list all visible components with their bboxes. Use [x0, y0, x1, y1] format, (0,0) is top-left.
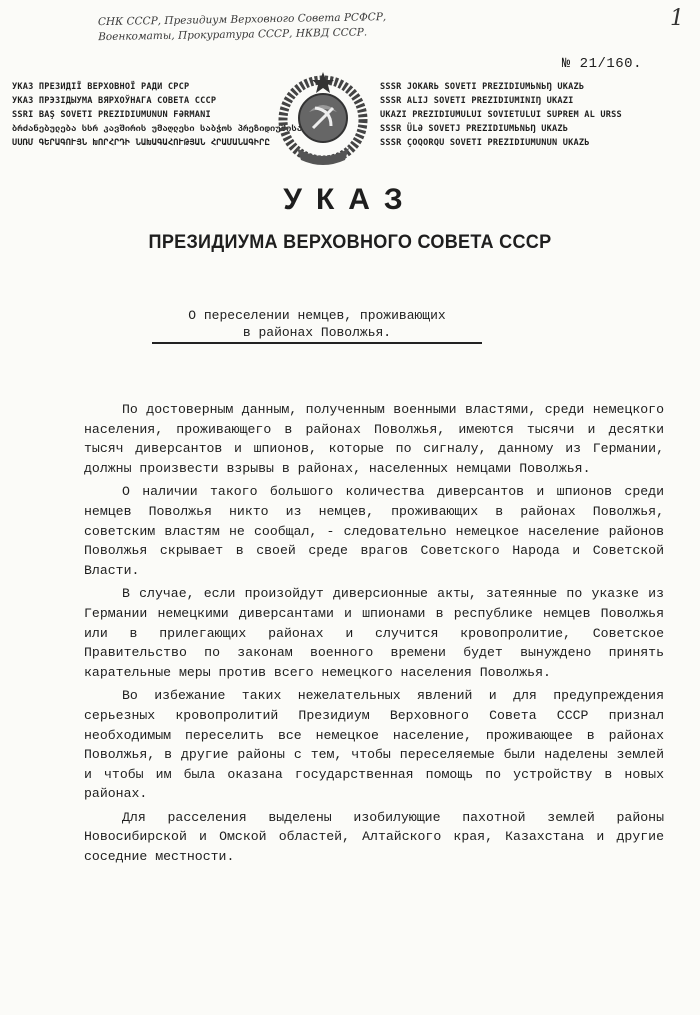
- topic-line-1: О переселении немцев, проживающих: [188, 308, 446, 323]
- ussr-emblem-icon: [275, 68, 371, 172]
- document-number: № 21/160.: [561, 56, 642, 72]
- header-left-line: УКАЗ ПРЭЗІДЫУМА ВЯРХОЎНАГА СОВЕТА СССР: [12, 96, 217, 106]
- header-left-line: ბრძანებულება სსრ კავშირის უმაღლესი საბჭოს პრეზიდიუმისა: [12, 124, 303, 134]
- document-title: УКАЗ: [283, 183, 417, 216]
- header-left-languages: [12, 80, 302, 150]
- body-paragraph: По достоверным данным, полученным военными властями, среди немецкого населения, проживающего в районах Поволжья, имеются тысячи и десятки тысяч диверсантов и шпионов, которые по сигналу, данному из Германии, должны произвести взрывы в районах, населенных немцами Поволжья.: [84, 402, 664, 476]
- decree-body: [84, 400, 664, 871]
- body-paragraph: О наличии такого большого количества диверсантов и шпионов среди немцев Поволжья никто из немцев, проживающих в районах Поволжья, советским властям не сообщал, - следовательно немецкое население районов Поволжья скрывает в своей среде врагов Советского Народа и Советской Власти.: [84, 484, 664, 578]
- header-right-line: SSSR ÇOQORQU SOVETI PREZIDIUMUNUN UKAZЬ: [380, 138, 590, 148]
- decree-topic: [152, 307, 482, 341]
- header-left-line: ՍՍՌՄ ԳԵՐԱԳՈՒՅՆ ԽՈՐՀՐԴԻ ՆԱԽԱԳԱՀՈՒԹՅԱՆ ՀՐԱՄԱՆԱԳԻՐԸ: [12, 138, 270, 148]
- topic-underline: [152, 342, 482, 344]
- header-right-languages: [380, 80, 622, 150]
- handwritten-distribution-note: [98, 9, 458, 45]
- header-right-line: UKAZI PREZIDIUMULUI SOVIETULUI SUPREM AL URSS: [380, 110, 622, 120]
- topic-line-2: в районах Поволжья.: [242, 325, 392, 340]
- body-paragraph: В случае, если произойдут диверсионные акты, затеянные по указке из Германии немецкими диверсантами и шпионами в республике немцев Поволжья или в прилегающих районах и случится кровопролитие, Советское Правительство по законам военного времени будет вынуждено принять карательные меры против всего немецкого населения Поволжья.: [84, 586, 664, 680]
- handwritten-line-2: Военкоматы, Прокуратура СССР, НКВД СССР.: [98, 26, 368, 44]
- header-left-line: УКАЗ ПРЕЗИДІЇ ВЕРХОВНОЇ РАДИ СРСР: [12, 82, 190, 92]
- page-number: 1: [670, 6, 684, 31]
- header-right-line: SSSR ÜLƏ SOVETJ PREZIDIUMЬNЬŊ UKAZЬ: [380, 124, 569, 134]
- body-paragraph: Во избежание таких нежелательных явлений и для предупреждения серьезных кровопролитий Президиум Верховного Совета СССР признал необходимым переселить все немецкое население, проживающее в районах Поволжья, в другие районы с тем, чтобы переселяемые были наделены землей и чтобы им была оказана государственная помощь по устройству в новых районах.: [84, 688, 664, 802]
- handwritten-line-1: СНК СССР, Президиум Верховного Совета РСФСР,: [97, 11, 387, 29]
- header-left-line: SSRI BAŞ SOVETI PREZIDIUMUNUN FƏRMANI: [12, 110, 211, 120]
- header-right-line: SSSR ALIJ SOVETI PREZIDIUMINIŊ UKAZI: [380, 96, 574, 106]
- header-right-line: SSSR JOKARЬ SOVETI PREZIDIUMЬNЬŊ UKAZЬ: [380, 82, 585, 92]
- document-subtitle: ПРЕЗИДИУМА ВЕРХОВНОГО СОВЕТА СССР: [148, 232, 552, 253]
- body-paragraph: Для расселения выделены изобилующие пахотной землей районы Новосибирской и Омской областей, Алтайского края, Казахстана и другие соседние местности.: [84, 809, 664, 865]
